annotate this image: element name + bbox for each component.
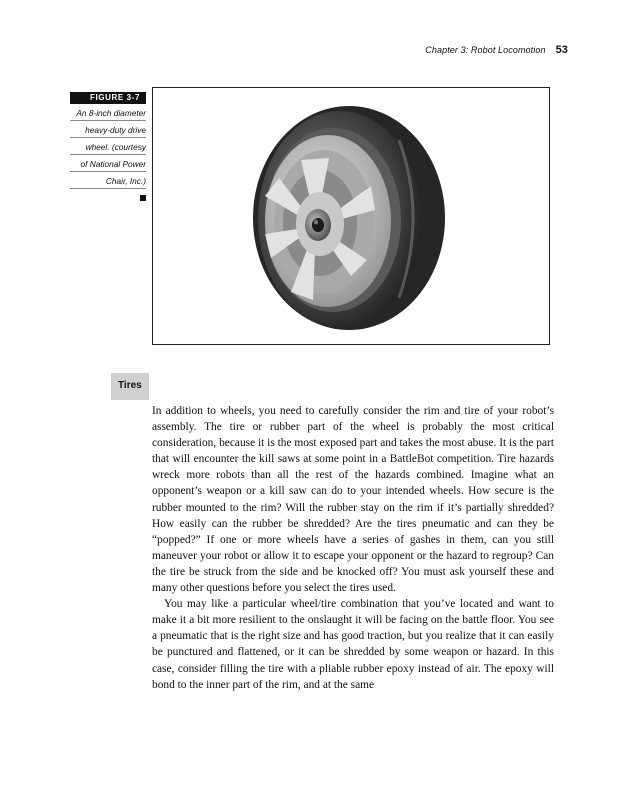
caption-line: of National Power xyxy=(70,155,146,172)
caption-line: Chair, Inc.) xyxy=(70,172,146,189)
figure-caption xyxy=(70,92,146,201)
figure-label: FIGURE 3-7 xyxy=(70,92,146,104)
running-head xyxy=(425,44,568,56)
caption-end-marker xyxy=(140,195,146,201)
section-title: Tires xyxy=(118,380,142,391)
paragraph: You may like a particular wheel/tire combination that you’ve located and want to make it a bit more resilient to the onslaught it will be facing on the battle floor. You see a pneumatic that is the right size and has good traction, but you realize that it can easily be punctured and flattened, or it can be shredded by some weapon or hazard. In this case, consider filling the tire with a pliable rubber epoxy instead of air. The epoxy will bond to the inner part of the rim, and at the same xyxy=(152,598,554,691)
chapter-title: Chapter 3: Robot Locomotion xyxy=(425,45,546,55)
figure-frame xyxy=(152,87,550,345)
caption-line: wheel. (courtesy xyxy=(70,138,146,155)
caption-line: An 8-inch diameter xyxy=(70,104,146,121)
caption-line: heavy-duty drive xyxy=(70,121,146,138)
paragraph: In addition to wheels, you need to carefully consider the rim and tire of your robot’s assembly. The tire or rubber part of the wheel is probably the most critical consideration, because it is the most exposed part and takes the most abuse. It is the part that will encounter the kill saws at some point in a BattleBot competition. Tire hazards wreck more robots than all the rest of the hazards combined. Imagine what an opponent’s weapon or a kill saw can do to your intended wheels. How secure is the rubber mounted to the rim? Will the rubber stay on the rim if it’s partially shredded? How easily can the rubber be shredded? Are the tires pneumatic and can they be “popped?” If one or more wheels have a series of gashes in them, can you still maneuver your robot or allow it to escape your opponent or the hazard to regroup? Can the tire be struck from the side and be knocked off? You must ask yourself these and many other questions before you select the tires used. xyxy=(152,405,554,595)
page-number: 53 xyxy=(555,44,568,56)
body-text xyxy=(152,403,554,693)
wheel-photo xyxy=(153,88,549,344)
hub xyxy=(305,209,331,241)
